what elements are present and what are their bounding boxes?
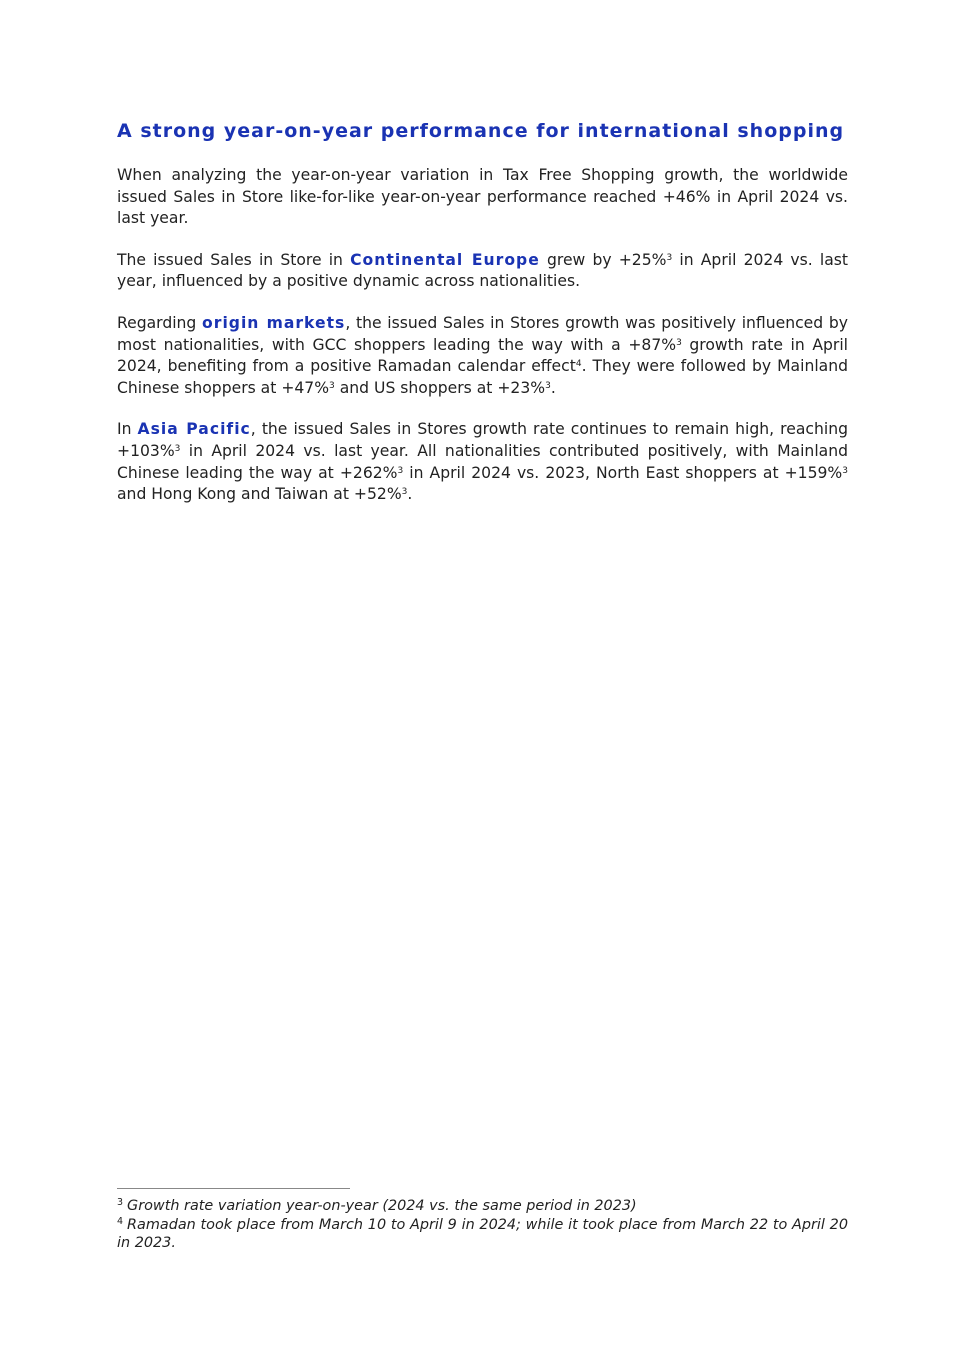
footnote-ref: 4 <box>575 359 582 370</box>
text-run: in April 2024 vs. 2023, North East shoppers at +159% <box>403 463 843 482</box>
text-run: , the issued Sales in Stores growth was positively influenced by most nationalities, with GCC shoppers leading the way with a +87% <box>117 313 848 354</box>
text-run: , the issued Sales in Stores growth rate continues to remain high, reaching +103% <box>117 420 848 460</box>
footnote-number: 4 <box>117 1215 124 1227</box>
footnote-ref: 3 <box>397 465 404 476</box>
footnote-ref: 3 <box>842 465 848 476</box>
paragraph-origin-markets <box>117 313 848 399</box>
highlight-continental-europe: Continental Europe <box>350 250 540 269</box>
footnote-ref: 3 <box>329 380 335 391</box>
highlight-origin-markets: origin markets <box>202 313 346 332</box>
footnote-divider <box>117 1188 350 1189</box>
section-heading: A strong year-on-year performance for international shopping <box>117 120 845 142</box>
text-run: and US shoppers at +23% <box>334 378 546 397</box>
paragraph-continental-europe <box>117 250 848 293</box>
footnote-ref: 3 <box>545 380 551 391</box>
footnote-4 <box>117 1216 848 1253</box>
footnote-ref: 3 <box>666 252 673 263</box>
paragraph-asia-pacific <box>117 419 848 505</box>
footnote-3 <box>117 1197 848 1216</box>
document-body <box>117 118 848 526</box>
footnote-text: Growth rate variation year-on-year (2024 vs. the same period in 2023) <box>127 1198 637 1214</box>
footnotes <box>117 1188 848 1253</box>
text-run: grew by +25% <box>539 250 667 269</box>
text-run: . <box>407 485 413 504</box>
text-run: The issued Sales in Store in <box>117 250 351 269</box>
text-run: growth rate in April 2024, benefiting from a positive Ramadan calendar effect <box>117 335 848 376</box>
footnote-number: 3 <box>117 1197 124 1208</box>
text-run: . They were followed by Mainland Chinese shoppers at +47% <box>117 357 848 397</box>
text-run: . <box>550 378 556 397</box>
footnote-text: Ramadan took place from March 10 to April 9 in 2024; while it took place from March 22 to April 20 in 2023. <box>117 1216 848 1251</box>
text-run: and Hong Kong and Taiwan at +52% <box>117 485 402 504</box>
footnote-ref: 3 <box>676 337 682 348</box>
text-run: in April 2024 vs. last year. All nationalities contributed positively, with Mainland Chinese leading the way at +262% <box>117 441 848 482</box>
highlight-asia-pacific: Asia Pacific <box>137 420 251 439</box>
text-run: in April 2024 vs. last year, influenced by a positive dynamic across nationalities. <box>117 250 849 291</box>
text-run: In <box>117 420 138 439</box>
footnote-ref: 3 <box>174 443 181 454</box>
text-run: Regarding <box>117 313 203 332</box>
footnote-ref: 3 <box>401 487 408 498</box>
paragraph-worldwide: When analyzing the year-on-year variation in Tax Free Shopping growth, the worldwide issued Sales in Store like-for-like year-on-year performance reached +46% in April 2024 vs. last year. <box>117 166 848 228</box>
